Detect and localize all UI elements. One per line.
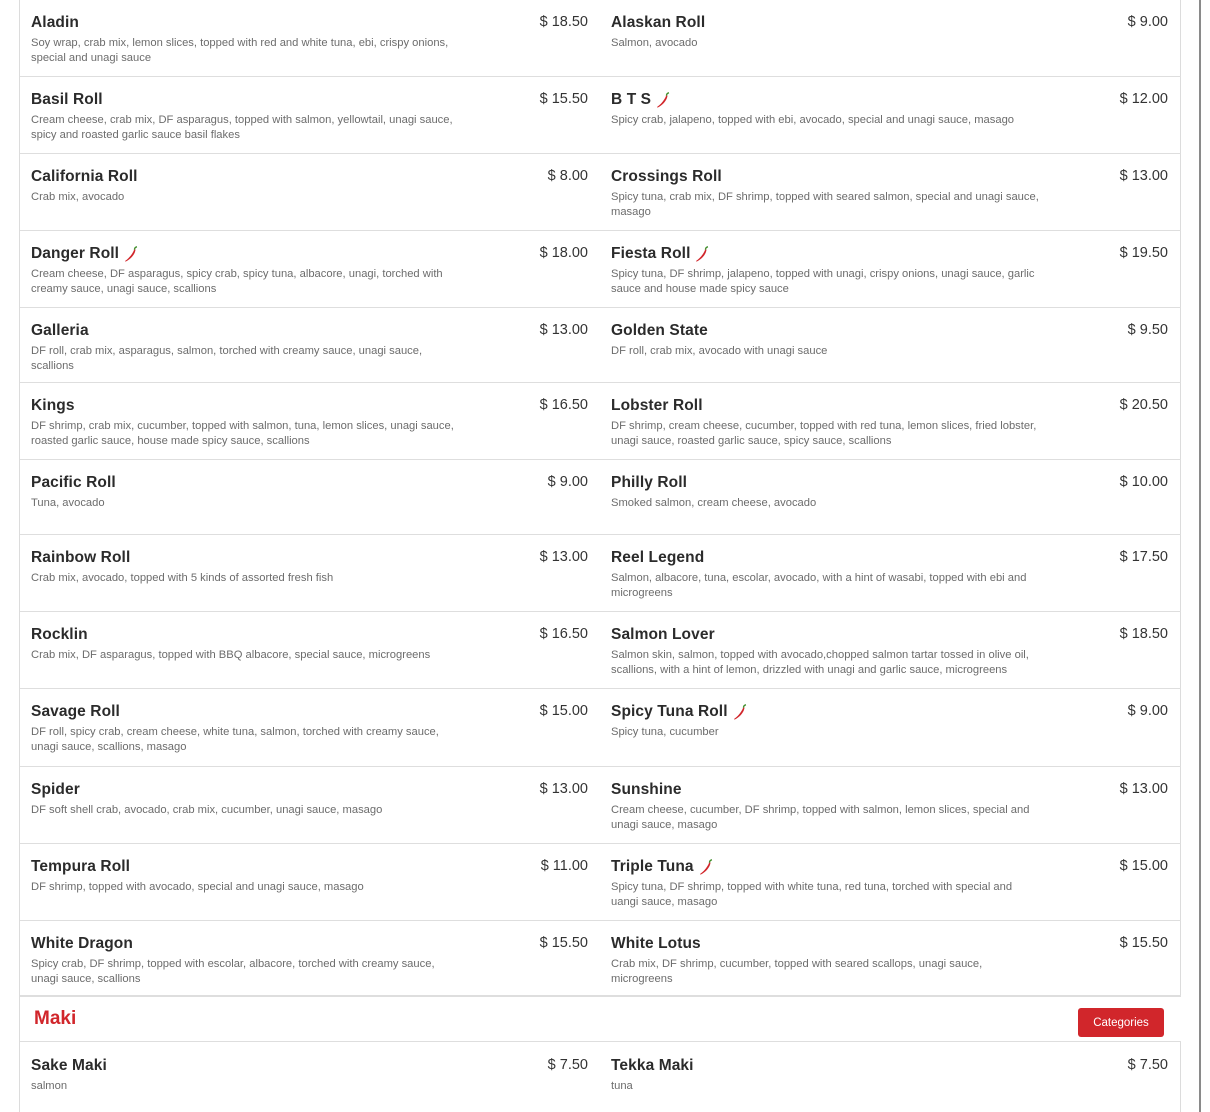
page-left-margin [0, 0, 20, 1112]
item-description: Tuna, avocado [31, 497, 105, 509]
item-name-text: Spicy Tuna Roll [611, 703, 728, 720]
item-price: $ 13.00 [1119, 781, 1168, 797]
item-name [611, 245, 709, 263]
item-price: $ 9.00 [547, 474, 588, 490]
item-name [611, 1057, 694, 1075]
item-description: Cream cheese, crab mix, DF asparagus, topped with salmon, yellowtail, unagi sauce, spicy and roasted garlic sauce basil flakes [31, 114, 453, 141]
menu-item[interactable] [600, 308, 1180, 382]
menu-item[interactable] [600, 767, 1180, 843]
item-name [31, 781, 80, 799]
menu-item[interactable] [600, 460, 1180, 534]
item-description: Spicy crab, DF shrimp, topped with escolar, albacore, torched with creamy sauce, unagi sauce, scallions [31, 958, 435, 985]
item-name [611, 781, 682, 799]
menu-item[interactable] [600, 844, 1180, 920]
item-name [31, 168, 138, 186]
item-name-text: B T S [611, 91, 652, 108]
item-name [31, 474, 116, 492]
item-price: $ 9.00 [1127, 14, 1168, 30]
item-price: $ 13.00 [539, 322, 588, 338]
menu-row [20, 77, 1181, 154]
item-price: $ 16.50 [539, 397, 588, 413]
item-name-text: Kings [31, 397, 75, 414]
item-name-text: Golden State [611, 322, 708, 339]
item-name-text: Spider [31, 781, 80, 798]
menu-item[interactable] [20, 383, 600, 459]
menu-row [20, 1043, 1181, 1112]
item-name-text: Rainbow Roll [31, 549, 131, 566]
menu-item[interactable] [600, 383, 1180, 459]
item-price: $ 20.50 [1119, 397, 1168, 413]
item-name [31, 14, 79, 32]
maki-item-grid [20, 1043, 1181, 1112]
item-name [611, 474, 687, 492]
item-description: Crab mix, DF shrimp, cucumber, topped with seared scallops, unagi sauce, microgreens [611, 958, 983, 985]
item-description: DF roll, spicy crab, cream cheese, white tuna, salmon, torched with creamy sauce, unagi sauce, scallions, masago [31, 726, 439, 753]
item-price: $ 15.50 [539, 935, 588, 951]
item-name-text: Aladin [31, 14, 79, 31]
menu-row [20, 383, 1181, 460]
menu-item[interactable] [20, 689, 600, 766]
chili-pepper-icon [693, 246, 709, 262]
item-price: $ 18.00 [539, 245, 588, 261]
menu-item[interactable] [600, 921, 1180, 995]
item-name [611, 91, 670, 109]
item-name [611, 626, 715, 644]
item-price: $ 7.50 [547, 1057, 588, 1073]
menu-item[interactable] [20, 921, 600, 995]
item-name [611, 858, 713, 876]
item-price: $ 15.00 [539, 703, 588, 719]
item-description: Spicy crab, jalapeno, topped with ebi, avocado, special and unagi sauce, masago [611, 114, 1015, 126]
item-name-text: Tempura Roll [31, 858, 131, 875]
item-name-text: Galleria [31, 322, 89, 339]
item-description: Cream cheese, cucumber, DF shrimp, topped with salmon, lemon slices, special and unagi sauce, masago [611, 804, 1030, 831]
menu-item[interactable] [600, 612, 1180, 688]
item-name [31, 858, 130, 876]
menu-item[interactable] [600, 154, 1180, 230]
scrollbar-track[interactable] [1199, 0, 1201, 1112]
item-name [611, 549, 704, 567]
menu-row [20, 767, 1181, 844]
item-description: DF roll, crab mix, asparagus, salmon, torched with creamy sauce, unagi sauce, scallions [31, 345, 423, 372]
item-name [31, 703, 120, 721]
menu-item[interactable] [600, 77, 1180, 153]
item-name-text: White Dragon [31, 935, 133, 952]
item-name-text: Salmon Lover [611, 626, 715, 643]
menu-item[interactable] [20, 154, 600, 230]
item-name [611, 168, 722, 186]
menu-row [20, 612, 1181, 689]
item-description: tuna [611, 1080, 633, 1092]
item-description: Spicy tuna, DF shrimp, jalapeno, topped with unagi, crispy onions, unagi sauce, garlic sauce and house made spicy sauce [611, 268, 1035, 295]
menu-panel [19, 0, 1181, 1112]
item-price: $ 8.00 [547, 168, 588, 184]
menu-row [20, 460, 1181, 535]
item-description: Spicy tuna, crab mix, DF shrimp, topped with seared salmon, special and unagi sauce, masago [611, 191, 1039, 218]
menu-row [20, 308, 1181, 383]
item-name [31, 397, 75, 415]
menu-item[interactable] [20, 460, 600, 534]
item-name [31, 91, 103, 109]
item-price: $ 19.50 [1119, 245, 1168, 261]
item-name [31, 1057, 107, 1075]
item-name-text: Alaskan Roll [611, 14, 706, 31]
item-name [31, 245, 138, 263]
item-name [611, 14, 705, 32]
item-description: Salmon, avocado [611, 37, 698, 49]
item-name-text: Rocklin [31, 626, 88, 643]
categories-button[interactable]: Categories [1078, 1008, 1164, 1037]
item-name [611, 703, 747, 721]
menu-item[interactable] [20, 767, 600, 843]
menu-row [20, 154, 1181, 231]
menu-item[interactable] [20, 612, 600, 688]
menu-item[interactable] [20, 231, 600, 307]
item-name-text: Lobster Roll [611, 397, 703, 414]
item-description: Spicy tuna, DF shrimp, topped with white tuna, red tuna, torched with special and uangi sauce, masago [611, 881, 1013, 908]
menu-item[interactable] [20, 535, 600, 611]
item-description: DF shrimp, cream cheese, cucumber, topped with red tuna, lemon slices, fried lobster, unagi sauce, roasted garlic sauce, spicy sauce, scallions [611, 420, 1037, 447]
item-price: $ 10.00 [1119, 474, 1168, 490]
section-header-maki [20, 996, 1181, 1042]
item-description: Salmon skin, salmon, topped with avocado,chopped salmon tartar tossed in olive oil, scallions, with a hint of lemon, drizzled with unagi and garlic sauce, microgreens [611, 649, 1029, 676]
item-name [31, 322, 89, 340]
item-name-text: Reel Legend [611, 549, 705, 566]
item-price: $ 9.00 [1127, 703, 1168, 719]
item-price: $ 17.50 [1119, 549, 1168, 565]
item-name-text: California Roll [31, 168, 138, 185]
menu-item[interactable] [600, 689, 1180, 766]
item-name [31, 935, 133, 953]
item-description: Crab mix, avocado, topped with 5 kinds of assorted fresh fish [31, 572, 334, 584]
item-name [611, 397, 703, 415]
item-price: $ 13.00 [539, 549, 588, 565]
menu-item[interactable] [20, 0, 600, 76]
item-name [611, 935, 701, 953]
item-description: Cream cheese, DF asparagus, spicy crab, spicy tuna, albacore, unagi, torched with creamy sauce, unagi sauce, scallions [31, 268, 443, 295]
item-name [31, 626, 88, 644]
item-price: $ 9.50 [1127, 322, 1168, 338]
menu-item[interactable] [20, 1043, 600, 1112]
item-description: salmon [31, 1080, 68, 1092]
item-price: $ 18.50 [539, 14, 588, 30]
item-price: $ 18.50 [1119, 626, 1168, 642]
section-title: Maki [34, 1008, 77, 1029]
item-description: DF shrimp, crab mix, cucumber, topped with salmon, tuna, lemon slices, unagi sauce, roasted garlic sauce, house made spicy sauce, scallions [31, 420, 454, 447]
item-name-text: Tekka Maki [611, 1057, 694, 1074]
item-price: $ 12.00 [1119, 91, 1168, 107]
item-name [31, 549, 130, 567]
item-description: DF shrimp, topped with avocado, special and unagi sauce, masago [31, 881, 364, 893]
item-description: Spicy tuna, cucumber [611, 726, 719, 738]
item-name [611, 322, 708, 340]
menu-item[interactable] [20, 844, 600, 920]
item-name-text: Fiesta Roll [611, 245, 691, 262]
menu-row [20, 535, 1181, 612]
menu-row [20, 231, 1181, 308]
item-description: Salmon, albacore, tuna, escolar, avocado, with a hint of wasabi, topped with ebi and microgreens [611, 572, 1027, 599]
item-price: $ 15.50 [1119, 935, 1168, 951]
item-description: DF soft shell crab, avocado, crab mix, cucumber, unagi sauce, masago [31, 804, 383, 816]
item-price: $ 15.00 [1119, 858, 1168, 874]
item-price: $ 15.50 [539, 91, 588, 107]
chili-pepper-icon [697, 859, 713, 875]
item-name-text: Triple Tuna [611, 858, 694, 875]
chili-pepper-icon [654, 92, 670, 108]
menu-item[interactable] [20, 77, 600, 153]
menu-item-grid [20, 0, 1181, 996]
item-price: $ 13.00 [539, 781, 588, 797]
item-name-text: Savage Roll [31, 703, 120, 720]
menu-row [20, 844, 1181, 921]
menu-item[interactable] [600, 231, 1180, 307]
item-name-text: Crossings Roll [611, 168, 722, 185]
item-price: $ 7.50 [1127, 1057, 1168, 1073]
item-name-text: Pacific Roll [31, 474, 116, 491]
item-name-text: Danger Roll [31, 245, 120, 262]
chili-pepper-icon [122, 246, 138, 262]
menu-row [20, 921, 1181, 996]
item-name-text: Sunshine [611, 781, 682, 798]
item-description: Soy wrap, crab mix, lemon slices, topped with red and white tuna, ebi, crispy onions, special and unagi sauce [31, 37, 449, 64]
menu-item[interactable] [600, 535, 1180, 611]
page-right-margin [1181, 0, 1210, 1112]
item-name-text: White Lotus [611, 935, 701, 952]
menu-item[interactable] [20, 308, 600, 382]
menu-row [20, 689, 1181, 767]
menu-row [20, 0, 1181, 77]
item-price: $ 11.00 [540, 858, 588, 874]
menu-item[interactable] [600, 1043, 1180, 1112]
item-description: DF roll, crab mix, avocado with unagi sauce [611, 345, 828, 357]
item-name-text: Sake Maki [31, 1057, 107, 1074]
item-price: $ 16.50 [539, 626, 588, 642]
item-description: Smoked salmon, cream cheese, avocado [611, 497, 817, 509]
menu-item[interactable] [600, 0, 1180, 76]
item-name-text: Basil Roll [31, 91, 103, 108]
chili-pepper-icon [731, 704, 747, 720]
item-name-text: Philly Roll [611, 474, 688, 491]
item-description: Crab mix, DF asparagus, topped with BBQ albacore, special sauce, microgreens [31, 649, 431, 661]
item-price: $ 13.00 [1119, 168, 1168, 184]
item-description: Crab mix, avocado [31, 191, 125, 203]
